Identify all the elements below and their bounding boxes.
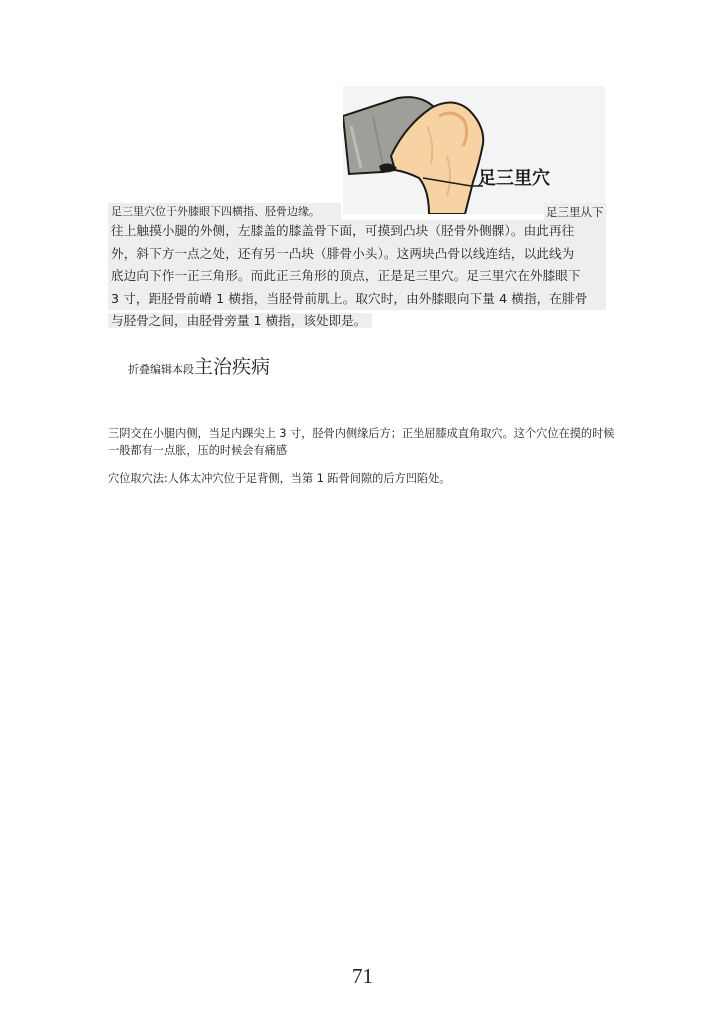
section-edit-link[interactable]: 折叠编辑本段 — [128, 363, 194, 376]
highlight-first-left: 足三里穴位于外膝眼下四横指、胫骨边缘。 — [108, 203, 341, 221]
section-title: 主治疾病 — [194, 356, 271, 378]
page-number: 71 — [352, 964, 373, 988]
knee-drawing — [343, 86, 605, 214]
highlight-line: 往上触摸小腿的外侧，左膝盖的膝盖骨下面，可摸到凸块（胫骨外侧髁）。由此再往 — [111, 223, 575, 238]
highlight-paragraph — [108, 220, 606, 310]
paragraph-sanyinjiao: 三阴交在小腿内侧，当足内踝尖上 3 寸，胫骨内侧缘后方；正坐屈膝成直角取穴。这个穴位在摸的时候一般都有一点胀，压的时候会有痛感 — [108, 427, 615, 457]
section-heading — [128, 352, 270, 379]
highlight-first-row — [108, 200, 606, 222]
paragraph-taichong: 穴位取穴法:人体太冲穴位于足背侧，当第 1 跖骨间隙的后方凹陷处。 — [108, 472, 451, 485]
highlight-last-line-wrap — [108, 310, 372, 333]
knee-illustration — [343, 86, 605, 214]
acupoint-label: 足三里穴 — [478, 168, 550, 189]
highlight-last-line: 与胫骨之间，由胫骨旁量 1 横指，该处即是。 — [108, 313, 372, 328]
highlight-line: 外，斜下方一点之处，还有另一凸块（腓骨小头）。这两块凸骨以线连结，以此线为 — [111, 245, 575, 261]
highlight-line: 3 寸，距胫骨前嵴 1 横指，当胫骨前肌上。取穴时，由外膝眼向下量 4 横指，在腓骨 — [111, 290, 588, 306]
highlight-first-right: 足三里从下 — [544, 203, 606, 221]
highlight-line: 底边向下作一正三角形。而此正三角形的顶点，正是足三里穴。足三里穴在外膝眼下 — [111, 268, 581, 284]
